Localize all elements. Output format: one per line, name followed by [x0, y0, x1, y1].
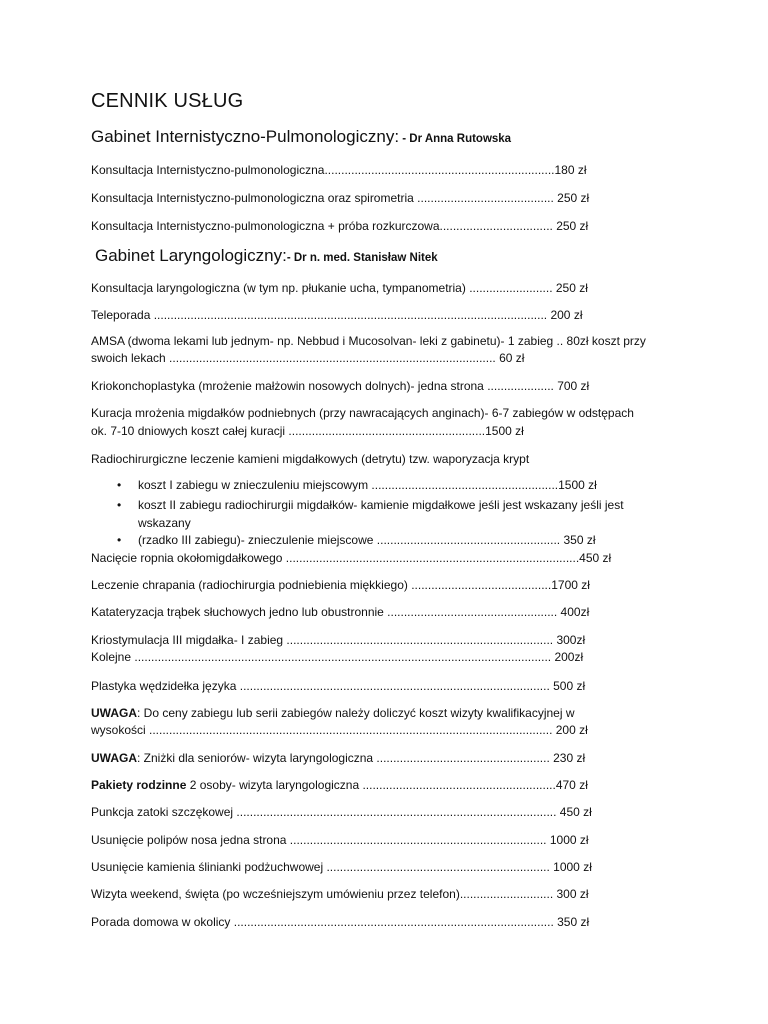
list-item-text: (rzadko III zabiegu)- znieczulenie miejscowe ....................................................... 350 zł — [138, 533, 596, 547]
price-row: Porada domowa w okolicy ................................................................................................ 350 zł — [91, 915, 590, 929]
price-row: Konsultacja Internistyczno-pulmonologiczna.....................................................................180 zł — [91, 163, 587, 177]
price-row-amsa-line-2: swoich lekach .................................................................................................. 60 zł — [91, 351, 525, 365]
page-title: CENNIK USŁUG — [91, 90, 244, 112]
list-item-text: koszt II zabiegu radiochirurgii migdałków- kamienie migdałkowe jeśli jest wskazany jeśli jest — [138, 498, 624, 512]
bullet-icon: • — [117, 498, 122, 512]
price-row: Nacięcie ropnia okołomigdałkowego ........................................................................................450 zł — [91, 551, 612, 565]
note-text: : Do ceny zabiegu lub serii zabiegów należy doliczyć koszt wizyty kwalifikacyjnej w — [137, 706, 575, 720]
price-row: Teleporada ...................................................................................................................... 200 zł — [91, 308, 583, 322]
section-title: Gabinet Laryngologiczny: — [95, 246, 287, 265]
note-line-2: wysokości ......................................................................................................................... 200 zł — [91, 723, 588, 737]
price-row: Kolejne ............................................................................................................................. 200zł — [91, 650, 584, 664]
doctor-name: - Dr Anna Rutowska — [399, 133, 512, 145]
price-row-kuracja-line-2: ok. 7-10 dniowych koszt całej kuracji ...........................................................1500 zł — [91, 424, 524, 438]
note-text: : Zniżki dla seniorów- wizyta laryngologiczna .................................................... 230 zł — [137, 751, 586, 765]
section-title: Gabinet Internistyczno-Pulmonologiczny: — [91, 127, 400, 146]
price-row: Konsultacja laryngologiczna (w tym np. płukanie ucha, tympanometria) ......................... 250 zł — [91, 281, 588, 295]
bullet-icon: • — [117, 478, 122, 492]
price-row: Plastyka wędzidełka języka ............................................................................................. 500 zł — [91, 679, 586, 693]
note-label: UWAGA — [91, 706, 137, 720]
bullet-icon: • — [117, 533, 122, 547]
price-row: Wizyta weekend, święta (po wcześniejszym umówieniu przez telefon)............................ 300 zł — [91, 887, 589, 901]
price-row: Usunięcie kamienia ślinianki podżuchwowej ................................................................... 1000 zł — [91, 860, 592, 874]
price-row-kuracja-line-1: Kuracja mrożenia migdałków podniebnych (przy nawracających anginach)- 6-7 zabiegów w odstępach — [91, 406, 634, 420]
price-row: Kriokonchoplastyka (mrożenie małżowin nosowych dolnych)- jedna strona .................... 700 zł — [91, 379, 590, 393]
price-row: Leczenie chrapania (radiochirurgia podniebienia miękkiego) ..........................................1700 zł — [91, 578, 590, 592]
package-text: 2 osoby- wizyta laryngologiczna ..........................................................470 zł — [186, 778, 588, 792]
section-heading-internal-pulmonology — [91, 127, 511, 147]
price-row: Punkcja zatoki szczękowej ................................................................................................ 450 zł — [91, 805, 592, 819]
package-label: Pakiety rodzinne — [91, 778, 187, 792]
price-row: Konsultacja Internistyczno-pulmonologiczna + próba rozkurczowa.................................. 250 zł — [91, 219, 589, 233]
price-row: Katateryzacja trąbek słuchowych jedno lub obustronnie ................................................... 400zł — [91, 605, 590, 619]
section-heading-laryngology — [95, 246, 438, 266]
family-package-row — [91, 776, 588, 794]
note-discount — [91, 749, 585, 767]
doctor-name: - Dr n. med. Stanisław Nitek — [286, 252, 438, 264]
price-row: Usunięcie polipów nosa jedna strona ............................................................................. 1000 zł — [91, 833, 589, 847]
note-label: UWAGA — [91, 751, 137, 765]
list-item-text: wskazany — [138, 516, 191, 530]
price-row: Kriostymulacja III migdałka- I zabieg ................................................................................ 300zł — [91, 633, 586, 647]
list-item-text: koszt I zabiegu w znieczuleniu miejscowym ........................................................1500 zł — [138, 478, 597, 492]
price-row-amsa-line-1: AMSA (dwoma lekami lub jednym- np. Nebbud i Mucosolvan- leki z gabinetu)- 1 zabieg .. 80zł koszt przy — [91, 334, 646, 348]
radiosurgery-intro: Radiochirurgiczne leczenie kamieni migdałkowych (detrytu) tzw. waporyzacja krypt — [91, 452, 530, 466]
price-row: Konsultacja Internistyczno-pulmonologiczna oraz spirometria ......................................... 250 zł — [91, 191, 590, 205]
note-line-1 — [91, 704, 575, 722]
